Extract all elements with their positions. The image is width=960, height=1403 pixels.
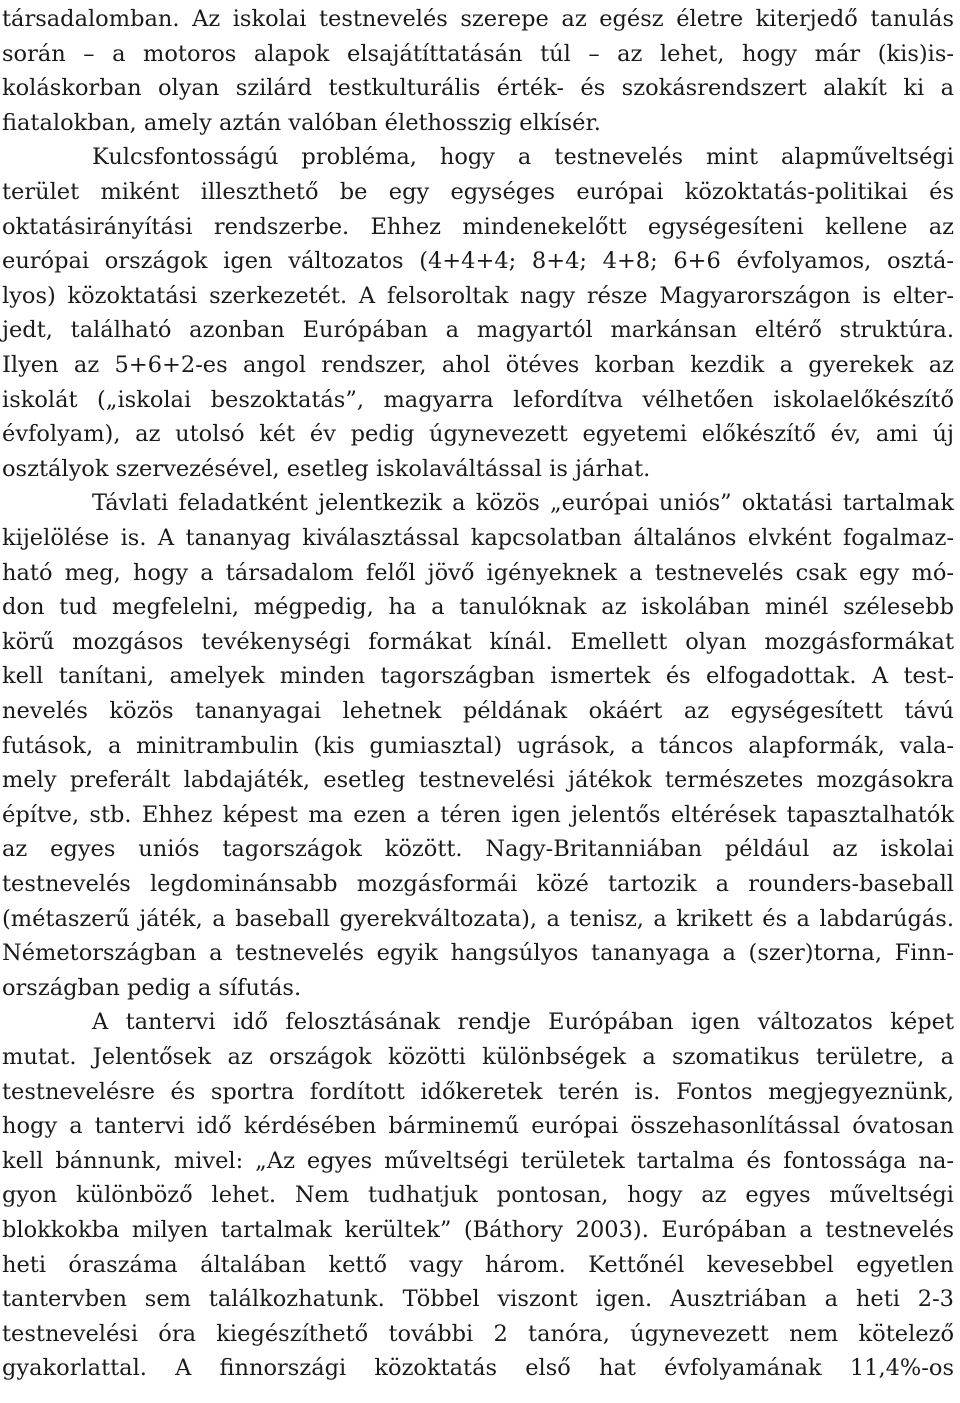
text-line: testnevelési óra kiegészíthető további 2 tanóra, úgynevezett nem kötelező (2, 1320, 954, 1347)
text-line: az egyes uniós tagországok között. Nagy-Britanniában például az iskolai (2, 836, 954, 863)
text-line: során – a motoros alapok elsajátíttatásán túl – az lehet, hogy már (kis)is- (2, 40, 954, 67)
text-line: európai országok igen változatos (4+4+4; 8+4; 4+8; 6+6 évfolyamos, osztá- (2, 248, 954, 275)
text-line: (métaszerű játék, a baseball gyerekváltozata), a tenisz, a krikett és a labdarúgás. (2, 905, 954, 932)
text-line: hogy a tantervi idő kérdésében bárminemű európai összehasonlítással óvatosan (2, 1113, 954, 1140)
text-line: heti óraszáma általában kettő vagy három. Kettőnél kevesebbel egyetlen (2, 1251, 954, 1278)
text-line: testnevelésre és sportra fordított időkeretek terén is. Fontos megjegyeznünk, (2, 1078, 954, 1105)
text-line: kell bánnunk, mivel: „Az egyes műveltségi területek tartalma és fontossága na- (2, 1147, 954, 1174)
text-line: tantervben sem találkozhatunk. Többel viszont igen. Ausztriában a heti 2-3 (2, 1286, 954, 1313)
text-line: jedt, található azonban Európában a magyartól markánsan eltérő struktúra. (2, 317, 954, 344)
text-line: évfolyam), az utolsó két év pedig úgynevezett egyetemi előkészítő év, ami új (2, 421, 954, 448)
text-line: futások, a minitrambulin (kis gumiasztal) ugrások, a táncos alapformák, vala- (2, 732, 954, 759)
text-line: A tantervi idő felosztásának rendje Európában igen változatos képet (92, 1009, 954, 1036)
text-line: körű mozgásos tevékenységi formákat kínál. Emellett olyan mozgásformákat (2, 628, 954, 655)
text-line: terület miként illeszthető be egy egységes európai közoktatás-politikai és (2, 179, 954, 205)
text-line: gyakorlattal. A finnországi közoktatás első hat évfolyamának 11,4%-os (2, 1355, 954, 1382)
text-line: mutat. Jelentősek az országok közötti különbségek a szomatikus területre, a (2, 1044, 954, 1070)
text-line: iskolát („iskolai beszoktatás”, magyarra lefordítva vélhetően iskolaelőkészítő (2, 386, 954, 413)
text-line: blokkokba milyen tartalmak kerültek” (Báthory 2003). Európában a testnevelés (2, 1217, 954, 1243)
text-line: nevelés közös tananyagai lehetnek példának okáért az egységesített távú (2, 698, 954, 724)
text-line: oktatásirányítási rendszerbe. Ehhez mindenekelőtt egységesíteni kellene az (2, 213, 954, 240)
text-line: testnevelés legdominánsabb mozgásformái közé tartozik a rounders-baseball (2, 871, 954, 897)
text-line: Ilyen az 5+6+2-es angol rendszer, ahol ötéves korban kezdik a gyerekek az (2, 352, 954, 378)
text-line: mely preferált labdajáték, esetleg testnevelési játékok természetes mozgásokra (2, 767, 954, 794)
text-line: kell tanítani, amelyek minden tagországban ismertek és elfogadottak. A test- (2, 663, 954, 690)
text-line: koláskorban olyan szilárd testkulturális érték- és szokásrendszert alakít ki a (2, 75, 954, 102)
text-line: építve, stb. Ehhez képest ma ezen a téren igen jelentős eltérések tapasztalhatók (2, 801, 954, 828)
text-line: Kulcsfontosságú probléma, hogy a testnevelés mint alapműveltségi (92, 144, 954, 171)
text-line: országban pedig a sífutás. (2, 974, 302, 1001)
text-line: kijelölése is. A tananyag kiválasztással kapcsolatban általános elvként fogalmaz- (2, 525, 954, 551)
text-line: lyos) közoktatási szerkezetét. A felsoroltak nagy része Magyarországon is elter- (2, 282, 954, 309)
text-line: ható meg, hogy a társadalom felől jövő igényeknek a testnevelés csak egy mó- (2, 559, 954, 586)
text-line: don tud megfelelni, mégpedig, ha a tanulóknak az iskolában minél szélesebb (2, 594, 954, 621)
text-line: társadalomban. Az iskolai testnevelés szerepe az egész életre kiterjedő tanulás (2, 6, 954, 32)
text-line: fiatalokban, amely aztán valóban élethosszig elkísér. (2, 109, 601, 136)
text-line: Távlati feladatként jelentkezik a közös „európai uniós” oktatási tartalmak (92, 490, 954, 517)
text-line: gyon különböző lehet. Nem tudhatjuk pontosan, hogy az egyes műveltségi (2, 1182, 954, 1209)
text-line: osztályok szervezésével, esetleg iskolaváltással is járhat. (2, 455, 651, 482)
text-line: Németországban a testnevelés egyik hangsúlyos tananyaga a (szer)torna, Finn- (2, 940, 954, 967)
